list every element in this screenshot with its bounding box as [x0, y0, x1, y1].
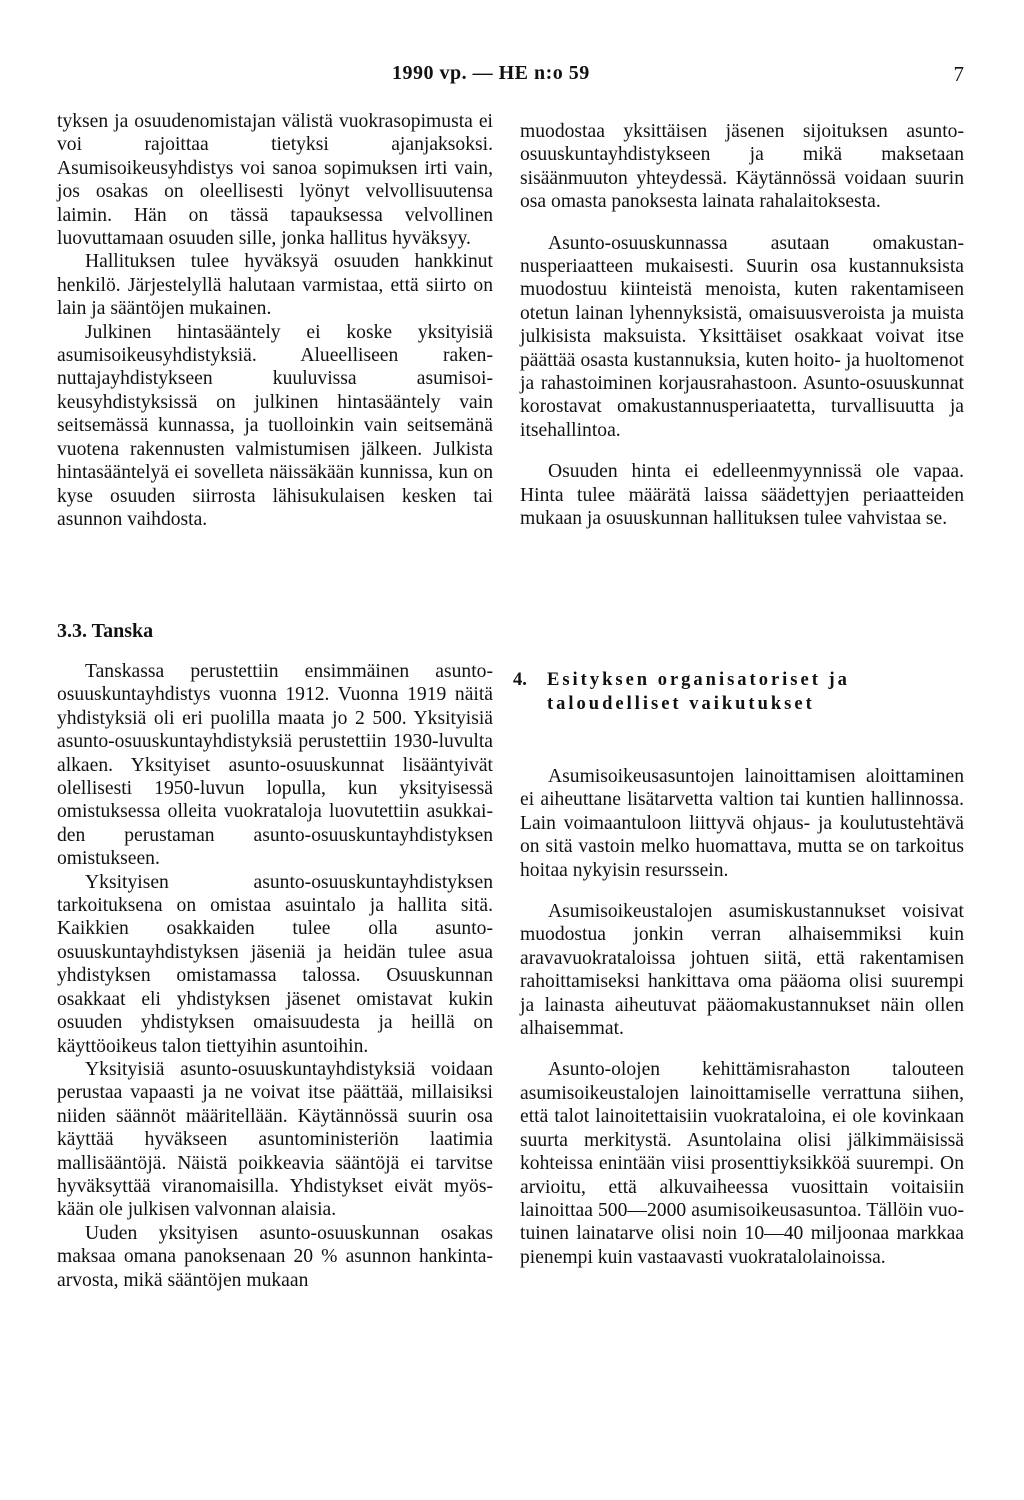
- right-column-bottom: [520, 765, 964, 1269]
- paragraph: Yksityisiä asunto-osuuskuntayhdistyksiä voidaan perustaa vapaasti ja ne voivat itse päättää, millaisiksi niiden säännöt määritellään. Käytännössä suurin osa käyttää hyväkseen asuntoministeriön laatimia mallisääntöjä. Näistä poikkeavia sääntöjä ei tarvitse hyväksyttää viranomaisilla. Yhdistykset eivät myöskään ole julkisen valvonnan alaisia.: [57, 1058, 493, 1221]
- section-title-line1: Esityksen organisatoriset ja: [547, 670, 850, 690]
- paragraph: Hallituksen tulee hyväksyä osuuden hankkinut henkilö. Järjestelyllä halutaan varmistaa, että siirto on lain ja sääntöjen mukainen.: [57, 251, 493, 320]
- left-column-bottom: [57, 660, 493, 1292]
- page-header: [0, 62, 1024, 92]
- section-heading-3-3: 3.3. Tanska: [57, 620, 154, 642]
- section-title-line2: taloudelliset vaikutukset: [547, 694, 815, 714]
- paragraph: Asumisoikeustalojen asumiskustannukset voisivat muodostua jonkin verran alhaisemmiksi kuin aravavuokrataloissa johtuen siitä, että rakentamisen rahoittamiseksi hankittava oma pääoma olisi suurempi ja lainasta aiheutuvat pääomakustannukset näin ollen alhaisemmat.: [520, 901, 964, 1040]
- paragraph: Uuden yksityisen asunto-osuuskunnan osakas maksaa omana panoksenaan 20 % asunnon hankinta-arvosta, mikä sääntöjen mukaan: [57, 1222, 493, 1291]
- paragraph: Asumisoikeusasuntojen lainoittamisen aloittaminen ei aiheuttane lisätarvetta valtion tai kuntien hallinnossa. Lain voimaantuloon liittyvä ohjaus- ja koulutustehtävä on sitä vastoin melko huomattava, mutta se on tarkoitus hoitaa nykyisin resurssein.: [520, 766, 964, 881]
- right-column-top: [520, 120, 964, 531]
- paragraph: tyksen ja osuudenomistajan välistä vuokrasopimusta ei voi rajoittaa tietyksi ajanjaksoksi. Asumisoikeusyhdistys voi sanoa sopimuksen irti vain, jos osakas on oleellisesti lyönyt velvollisuutensa laimin. Hän on tässä tapauksessa velvollinen luovuttamaan osuuden sille, jonka hallitus hyväksyy.: [57, 111, 493, 250]
- paragraph: Tanskassa perustettiin ensimmäinen asuntoosuuskuntayhdistys vuonna 1912. Vuonna 1919 näitä yhdistyksiä oli eri puolilla maata jo 2 500. Yksityisiä asunto-osuuskuntayhdistyksiä perustettiin 1930-luvulta alkaen. Yksityiset asunto-osuuskunnat lisääntyivät olellisesti 1950-luvun lopulla, kun yksityisessä omistuksessa olleita vuokrataloja luovutettiin asukkaiden perustaman asunto-osuuskuntayhdistyksen omistukseen.: [57, 661, 493, 870]
- paragraph: Asunto-osuuskunnassa asutaan omakustannusperiaatteen mukaisesti. Suurin osa kustannuksista muodostuu kiinteistä menoista, kuten rakentamiseen otetun lainan lyhennyksistä, omaisuusveroista ja muista julkisista maksuista. Yksittäiset osakkaat voivat itse päättää osasta kustannuksia, kuten hoito- ja huoltomenot ja rahastoiminen korjausrahastoon. Asunto-osuuskunnat korostavat omakustannusperiaatetta, turvallisuutta ja itsehallintoa.: [520, 232, 964, 441]
- section-number: 4.: [513, 670, 527, 690]
- paragraph: Asunto-olojen kehittämisrahaston talouteen asumisoikeustalojen lainoittamiselle verrattuna siihen, että talot lainoitettaisiin vuokrataloina, ei ole kovinkaan suurta merkitystä. Asuntolaina olisi jälkimmäisissä kohteissa enintään viisi prosenttiyksikköä suurempi. On arvioitu, että alkuvaiheessa vuosittain voitaisiin lainoittaa 500—2000 asumisoikeusasuntoa. Tällöin vuotuinen lainatarve olisi noin 10—40 miljoonaa markkaa pienempi kuin vastaavasti vuokratalolainoissa.: [520, 1059, 964, 1268]
- paragraph: muodostaa yksittäisen jäsenen sijoituksen asunto-osuuskuntayhdistykseen ja mikä maksetaan sisäänmuuton yhteydessä. Käytännössä voidaan suurin osa omasta panoksesta lainata rahalaitoksesta.: [520, 121, 964, 213]
- page-number: 7: [953, 62, 964, 86]
- running-header: 1990 vp. — HE n:o 59: [392, 62, 590, 84]
- paragraph: Osuuden hinta ei edelleenmyynnissä ole vapaa. Hinta tulee määrätä laissa säädettyjen periaatteiden mukaan ja osuuskunnan hallituksen tulee vahvistaa se.: [520, 461, 964, 530]
- section-heading-4: [513, 668, 943, 716]
- paragraph: Julkinen hintasääntely ei koske yksityisiä asumisoikeusyhdistyksiä. Alueelliseen rakennuttajayhdistykseen kuuluvissa asumisoikeusyhdistyksissä on julkinen hintasääntely vain seitsemässä kunnassa, ja tuolloinkin vain seitsemänä vuotena rakennusten valmistumisen jälkeen. Julkista hintasääntelyä ei sovelleta näissäkään kunnissa, kun on kyse osuuden siirrosta lähisukulaisen kesken tai asunnon vaihdosta.: [57, 321, 493, 530]
- left-column-top: [57, 110, 493, 531]
- paragraph: Yksityisen asunto-osuuskuntayhdistyksen tarkoituksena on omistaa asuintalo ja hallita sitä. Kaikkien osakkaiden tulee olla asuntoosuuskuntayhdistyksen jäseniä ja heidän tulee asua yhdistyksen omistamassa talossa. Osuuskunnan osakkaat eli yhdistyksen jäsenet omistavat kukin osuuden yhdistyksen omaisuudesta ja heillä on käyttöoikeus talon tiettyihin asuntoihin.: [57, 871, 493, 1057]
